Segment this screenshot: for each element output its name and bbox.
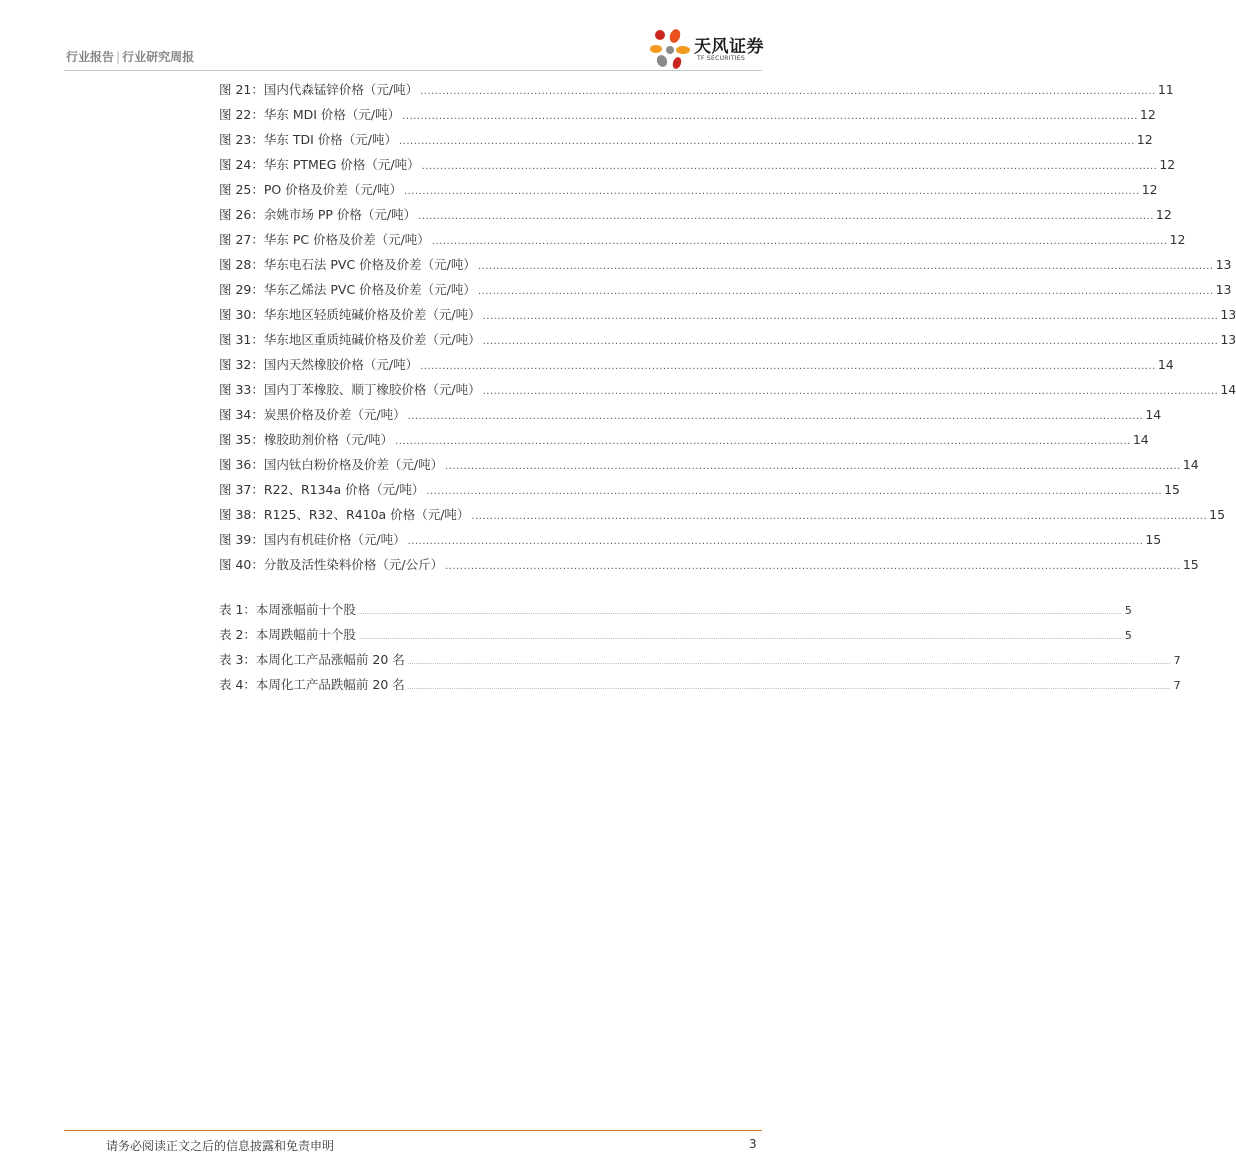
figure-entry[interactable] <box>219 527 1162 552</box>
report-category-header <box>66 48 194 65</box>
figure-entry-leader: ........................................................................................................................................................................................................ <box>477 261 1214 272</box>
figure-entry-title: 图 38：R125、R32、R410a 价格（元/吨） <box>219 507 470 522</box>
header-divider <box>64 70 762 71</box>
figure-entry-leader: ........................................................................................................................................................................................................ <box>426 486 1163 497</box>
figure-entry[interactable] <box>219 102 1156 127</box>
figure-entry-title: 图 24：华东 PTMEG 价格（元/吨） <box>219 157 420 172</box>
figure-entry-leader: ........................................................................................................................................................................................................ <box>482 386 1219 397</box>
table-entry-leader: ................................................................................................................................................................................................................................................................................................................................................................................................................ <box>358 634 1122 641</box>
figure-entry-page: 14 <box>1157 357 1174 372</box>
figure-entry[interactable] <box>219 127 1153 152</box>
table-entry-leader: ................................................................................................................................................................................................................................................................................................................................................................................................................ <box>358 609 1122 616</box>
figure-entry-leader: ........................................................................................................................................................................................................ <box>431 236 1168 247</box>
figure-entry[interactable] <box>219 452 1199 477</box>
figure-entry-title: 图 31：华东地区重质纯碱价格及价差（元/吨） <box>219 332 481 347</box>
figure-entry-title: 图 21：国内代森锰锌价格（元/吨） <box>219 82 419 97</box>
header-subcategory: 行业研究周报 <box>122 50 195 64</box>
table-entry[interactable] <box>219 597 1132 622</box>
table-entry[interactable] <box>219 622 1132 647</box>
figure-entry-page: 12 <box>1136 132 1153 147</box>
figure-entry-leader: ........................................................................................................................................................................................................ <box>471 511 1208 522</box>
footer-divider <box>64 1130 762 1131</box>
figure-entry-page: 13 <box>1220 332 1236 347</box>
figure-entry-leader: ........................................................................................................................................................................................................ <box>420 86 1156 97</box>
figure-entry[interactable] <box>219 77 1174 102</box>
figure-entry-page: 12 <box>1139 107 1156 122</box>
logo-name-cn: 天风证券 <box>694 37 764 57</box>
figure-entry-leader: ........................................................................................................................................................................................................ <box>482 336 1219 347</box>
figure-entry[interactable] <box>219 502 1226 527</box>
figure-entry[interactable] <box>219 377 1236 402</box>
figure-entry-leader: ........................................................................................................................................................................................................ <box>482 311 1219 322</box>
figure-entry-page: 14 <box>1132 432 1149 447</box>
table-entry-leader: ................................................................................................................................................................................................................................................................................................................................................................................................................ <box>407 659 1171 666</box>
figure-entry-title: 图 22：华东 MDI 价格（元/吨） <box>219 107 401 122</box>
figure-entry-page: 13 <box>1215 282 1232 297</box>
flower-logo-icon <box>650 27 694 71</box>
figure-entry-page: 15 <box>1182 557 1199 572</box>
table-list <box>219 597 1181 697</box>
figure-entry-leader: ........................................................................................................................................................................................................ <box>418 211 1154 222</box>
figure-entry-title: 图 29：华东乙烯法 PVC 价格及价差（元/吨） <box>219 282 476 297</box>
figure-entry-title: 图 35：橡胶助剂价格（元/吨） <box>219 432 394 447</box>
table-entry-leader: ................................................................................................................................................................................................................................................................................................................................................................................................................ <box>407 684 1171 691</box>
figure-list <box>219 77 1236 577</box>
figure-entry[interactable] <box>219 402 1162 427</box>
figure-entry-leader: ........................................................................................................................................................................................................ <box>445 561 1181 572</box>
figure-entry-leader: ........................................................................................................................................................................................................ <box>445 461 1181 472</box>
figure-entry-leader: ........................................................................................................................................................................................................ <box>399 136 1135 147</box>
figure-entry-title: 图 27：华东 PC 价格及价差（元/吨） <box>219 232 430 247</box>
table-entry-title: 表 4：本周化工产品跌幅前 20 名 <box>219 677 405 692</box>
figure-entry-title: 图 26：余姚市场 PP 价格（元/吨） <box>219 207 417 222</box>
figure-entry-page: 11 <box>1157 82 1174 97</box>
figure-entry-title: 图 34：炭黑价格及价差（元/吨） <box>219 407 406 422</box>
figure-entry-title: 图 30：华东地区轻质纯碱价格及价差（元/吨） <box>219 307 481 322</box>
table-entry-title: 表 2：本周跌幅前十个股 <box>219 627 356 642</box>
header-category: 行业报告 <box>66 50 115 64</box>
figure-entry[interactable] <box>219 302 1236 327</box>
figure-entry-title: 图 33：国内丁苯橡胶、顺丁橡胶价格（元/吨） <box>219 382 481 397</box>
figure-entry-title: 图 37：R22、R134a 价格（元/吨） <box>219 482 425 497</box>
footer-page-number: 3 <box>749 1137 757 1151</box>
table-entry[interactable] <box>219 672 1181 697</box>
figure-entry-leader: ........................................................................................................................................................................................................ <box>402 111 1138 122</box>
figure-entry-page: 12 <box>1169 232 1186 247</box>
figure-entry-page: 12 <box>1141 182 1158 197</box>
figure-entry-leader: ........................................................................................................................................................................................................ <box>477 286 1214 297</box>
table-entry-title: 表 3：本周化工产品涨幅前 20 名 <box>219 652 405 667</box>
figure-entry[interactable] <box>219 202 1172 227</box>
figure-entry-leader: ........................................................................................................................................................................................................ <box>421 161 1158 172</box>
figure-entry[interactable] <box>219 152 1176 177</box>
figure-entry[interactable] <box>219 427 1149 452</box>
table-entry-title: 表 1：本周涨幅前十个股 <box>219 602 356 617</box>
figure-entry-title: 图 23：华东 TDI 价格（元/吨） <box>219 132 397 147</box>
figure-entry[interactable] <box>219 252 1232 277</box>
figure-entry-page: 15 <box>1209 507 1226 522</box>
table-entry-page: 5 <box>1124 629 1132 642</box>
figure-entry-title: 图 39：国内有机硅价格（元/吨） <box>219 532 406 547</box>
figure-entry-page: 12 <box>1159 157 1176 172</box>
figure-entry-page: 12 <box>1155 207 1172 222</box>
figure-entry-page: 15 <box>1164 482 1181 497</box>
figure-entry-title: 图 36：国内钛白粉价格及价差（元/吨） <box>219 457 444 472</box>
figure-entry[interactable] <box>219 177 1158 202</box>
figure-entry-leader: ........................................................................................................................................................................................................ <box>407 536 1144 547</box>
figure-entry-title: 图 32：国内天然橡胶价格（元/吨） <box>219 357 419 372</box>
figure-entry-leader: ........................................................................................................................................................................................................ <box>403 186 1140 197</box>
figure-entry-title: 图 40：分散及活性染料价格（元/公斤） <box>219 557 444 572</box>
figure-entry[interactable] <box>219 277 1232 302</box>
figure-entry-page: 13 <box>1215 257 1232 272</box>
figure-entry[interactable] <box>219 477 1181 502</box>
figure-entry-page: 13 <box>1220 307 1236 322</box>
footer-disclaimer: 请务必阅读正文之后的信息披露和免责申明 <box>106 1139 335 1153</box>
figure-entry-leader: ........................................................................................................................................................................................................ <box>407 411 1144 422</box>
company-logo <box>650 27 765 71</box>
header-separator: | <box>116 50 121 64</box>
table-entry-page: 7 <box>1173 654 1181 667</box>
figure-entry-page: 14 <box>1220 382 1236 397</box>
figure-entry[interactable] <box>219 327 1236 352</box>
figure-entry-page: 14 <box>1145 407 1162 422</box>
figure-entry[interactable] <box>219 352 1174 377</box>
table-entry[interactable] <box>219 647 1181 672</box>
figure-entry-page: 14 <box>1182 457 1199 472</box>
figure-entry[interactable] <box>219 227 1186 252</box>
figure-entry-leader: ........................................................................................................................................................................................................ <box>395 436 1131 447</box>
figure-entry-title: 图 28：华东电石法 PVC 价格及价差（元/吨） <box>219 257 476 272</box>
figure-entry-page: 15 <box>1145 532 1162 547</box>
figure-entry[interactable] <box>219 552 1199 577</box>
figure-entry-leader: ........................................................................................................................................................................................................ <box>420 361 1156 372</box>
logo-name-en: TF SECURITIES <box>697 55 746 62</box>
table-entry-page: 5 <box>1124 604 1132 617</box>
figure-entry-title: 图 25：PO 价格及价差（元/吨） <box>219 182 402 197</box>
table-entry-page: 7 <box>1173 679 1181 692</box>
